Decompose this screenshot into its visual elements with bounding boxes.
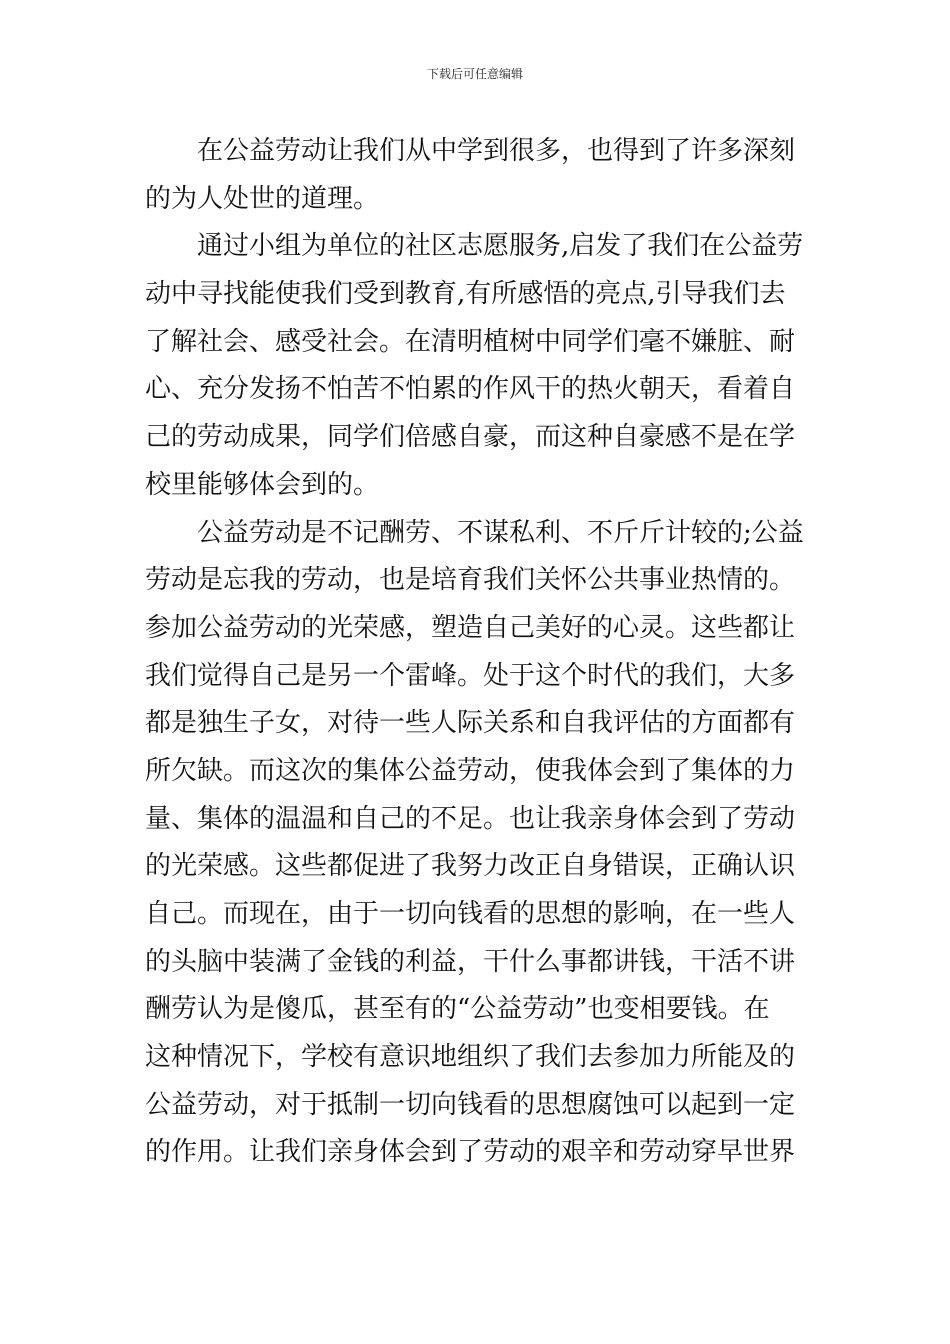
text-line: 校里能够体会到的。 [145, 469, 380, 500]
paragraph-3 [145, 510, 807, 1178]
page-header: 下载后可任意编辑 [426, 67, 523, 81]
text-line: 的作用。让我们亲身体会到了劳动的艰辛和劳动穿早世界 [145, 1137, 796, 1168]
text-line: 己的劳动成果，同学们倍感自豪，而这种自豪感不是在学 [145, 422, 796, 453]
text-line: 自己。而现在，由于一切向钱看的思想的影响，在一些人 [145, 899, 796, 929]
text-line: 参加公益劳动的光荣感，塑造自己美好的心灵。这些都让 [145, 612, 796, 643]
paragraph-2 [145, 223, 807, 509]
text-line: 劳动是忘我的劳动，也是培育我们关怀公共事业热情的。 [145, 565, 796, 596]
text-line: 我们觉得自己是另一个雷峰。处于这个时代的我们，大多 [145, 660, 796, 691]
text-line: 的光荣感。这些都促进了我努力改正自身错误，正确认识 [145, 851, 796, 882]
text-line: 的为人处世的道理。 [145, 183, 380, 214]
text-line: 公益劳动，对于抵制一切向钱看的思想腐蚀可以起到一定 [145, 1089, 796, 1120]
text-line: 所欠缺。而这次的集体公益劳动，使我体会到了集体的力 [145, 755, 796, 786]
text-line: 这种情况下，学校有意识地组织了我们去参加力所能及的 [145, 1042, 796, 1073]
text-line: 在公益劳动让我们从中学到很多，也得到了许多深刻 [197, 136, 796, 166]
text-line: 的头脑中装满了金钱的利益，干什么事都讲钱，干活不讲 [145, 946, 796, 977]
text-line: 都是独生子女，对待一些人际关系和自我评估的方面都有 [145, 708, 796, 739]
text-line: 动中寻找能使我们受到教育,有所感悟的亮点,引导我们去 [145, 279, 786, 310]
paragraph-1 [145, 128, 807, 223]
text-line: 公益劳动是不记酬劳、不谋私利、不斤斤计较的;公益 [197, 517, 804, 548]
text-line: 心、充分发扬不怕苦不怕累的作风干的热火朝天，看着自 [145, 374, 796, 405]
text-line: 通过小组为单位的社区志愿服务,启发了我们在公益劳 [197, 231, 804, 262]
text-line: 酬劳认为是傻瓜，甚至有的“公益劳动”也变相要钱。在 [145, 994, 770, 1025]
text-line: 了解社会、感受社会。在清明植树中同学们毫不嫌脏、耐 [145, 326, 796, 357]
text-line: 量、集体的温温和自己的不足。也让我亲身体会到了劳动 [145, 803, 796, 834]
document-body [145, 128, 807, 1177]
